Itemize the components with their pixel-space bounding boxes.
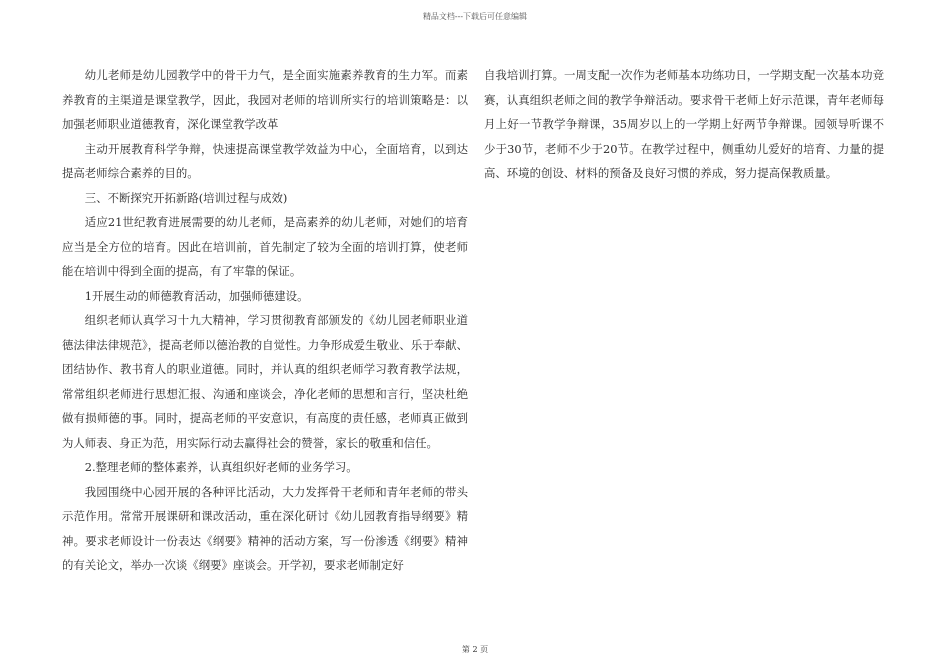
- page-number: 第 2 页: [461, 645, 489, 654]
- section-heading: 三、不断探究开拓新路(培训过程与成效): [84, 190, 288, 205]
- left-column: [62, 63, 468, 578]
- paragraph: 我园围绕中心园开展的各种评比活动，大力发挥骨干老师和青年老师的带头示范作用。常常开展课研和课改活动，重在深化研讨《幼儿园教育指导纲要》精神。要求老师设计一份表达《纲要》精神的活动方案，写一份渗透《纲要》精神的有关论文，举办一次谈《纲要》座谈会。开学初，要求老师制定好: [62, 484, 468, 572]
- page-header: 精品文档---下载后可任意编辑: [422, 12, 528, 21]
- paragraph: 幼儿老师是幼儿园教学中的骨干力气，是全面实施素养教育的生力军。而素养教育的主渠道是课堂教学，因此，我园对老师的培训所实行的培训策略是：以加强老师职业道德教育，深化课堂教学改革: [62, 68, 468, 131]
- paragraph: 适应21世纪教育进展需要的幼儿老师，是高素养的幼儿老师，对她们的培育应当是全方位的培育。因此在培训前，首先制定了较为全面的培训打算，使老师能在培训中得到全面的提高，有了牢靠的保证。: [62, 215, 468, 278]
- paragraph: 组织老师认真学习十九大精神，学习贯彻教育部颁发的《幼儿园老师职业道德法律法律规范》，提高老师以德治教的自觉性。力争形成爱生敬业、乐于奉献、团结协作、教书育人的职业道德。同时，并认真的组织老师学习教育教学法规，常常组织老师进行思想汇报、沟通和座谈会，净化老师的思想和言行，坚决杜绝做有损师德的事。同时，提高老师的平安意识，有高度的责任感，老师真正做到为人师表、身正为范，用实际行动去赢得社会的赞誉，家长的敬重和信任。: [62, 313, 468, 450]
- paragraph: 自我培训打算。一周支配一次作为老师基本功练功日，一学期支配一次基本功竞赛，认真组织老师之间的教学争辩活动。要求骨干老师上好示范课，青年老师每月上好一节教学争辩课，35周岁以上的一学期上好两节争辩课。园领导听课不少于30节，老师不少于20节。在教学过程中，侧重幼儿爱好的培育、力量的提高、环境的创设、材料的预备及良好习惯的养成，努力提高保教质量。: [484, 68, 884, 180]
- paragraph: 主动开展教育科学争辩，快速提高课堂教学效益为中心，全面培育，以到达提高老师综合素养的目的。: [62, 141, 468, 180]
- right-column: [484, 63, 884, 186]
- subsection-heading: 1开展生动的师德教育活动，加强师德建设。: [84, 288, 309, 303]
- subsection-heading: 2.整理老师的整体素养，认真组织好老师的业务学习。: [84, 460, 358, 474]
